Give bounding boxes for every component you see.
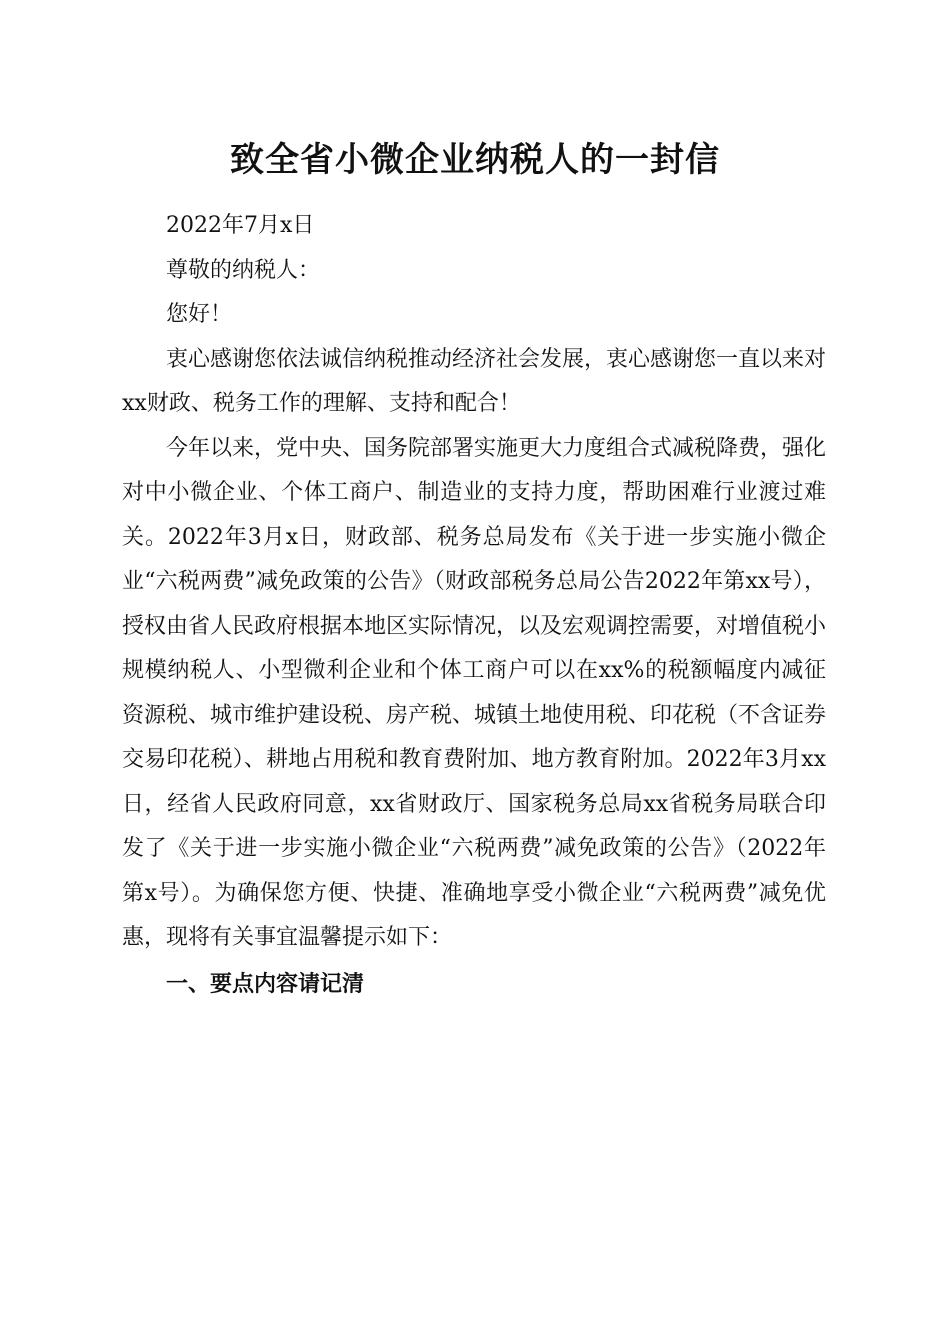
section-heading: 一、要点内容请记清 (166, 971, 365, 997)
paragraph-policy: 今年以来，党中央、国务院部署实施更大力度组合式减税降费，强化对中小微企业、个体工商户、制造业的支持力度，帮助困难行业渡过难关。2022年3月x日，财政部、税务总局发布《关于进一步实施小微企业“六税两费”减免政策的公告》（财政部税务总局公告2022年第xx号），授权由省人民政府根据本地区实际情况，以及宏观调控需要，对增值税小规模纳税人、小型微利企业和个体工商户可以在xx%的税额幅度内减征资源税、城市维护建设税、房产税、城镇土地使用税、印花税（不含证券交易印花税）、耕地占用税和教育费附加、地方教育附加。2022年3月xx日，经省人民政府同意，xx省财政厅、国家税务总局xx省税务局联合印发了《关于进一步实施小微企业“六税两费”减免政策的公告》（2022年第x号）。为确保您方便、快捷、准确地享受小微企业“六税两费”减免优惠，现将有关事宜温馨提示如下： (122, 435, 827, 950)
letter-salutation: 尊敬的纳税人： (166, 257, 321, 283)
letter-date: 2022年7月x日 (166, 213, 315, 238)
letter-body (122, 204, 826, 1007)
paragraph-thanks: 衷心感谢您依法诚信纳税推动经济社会发展，衷心感谢您一直以来对xx财政、税务工作的理解、支持和配合！ (122, 346, 827, 416)
letter-greeting: 您好！ (166, 302, 233, 327)
document-title: 致全省小微企业纳税人的一封信 (230, 140, 720, 180)
